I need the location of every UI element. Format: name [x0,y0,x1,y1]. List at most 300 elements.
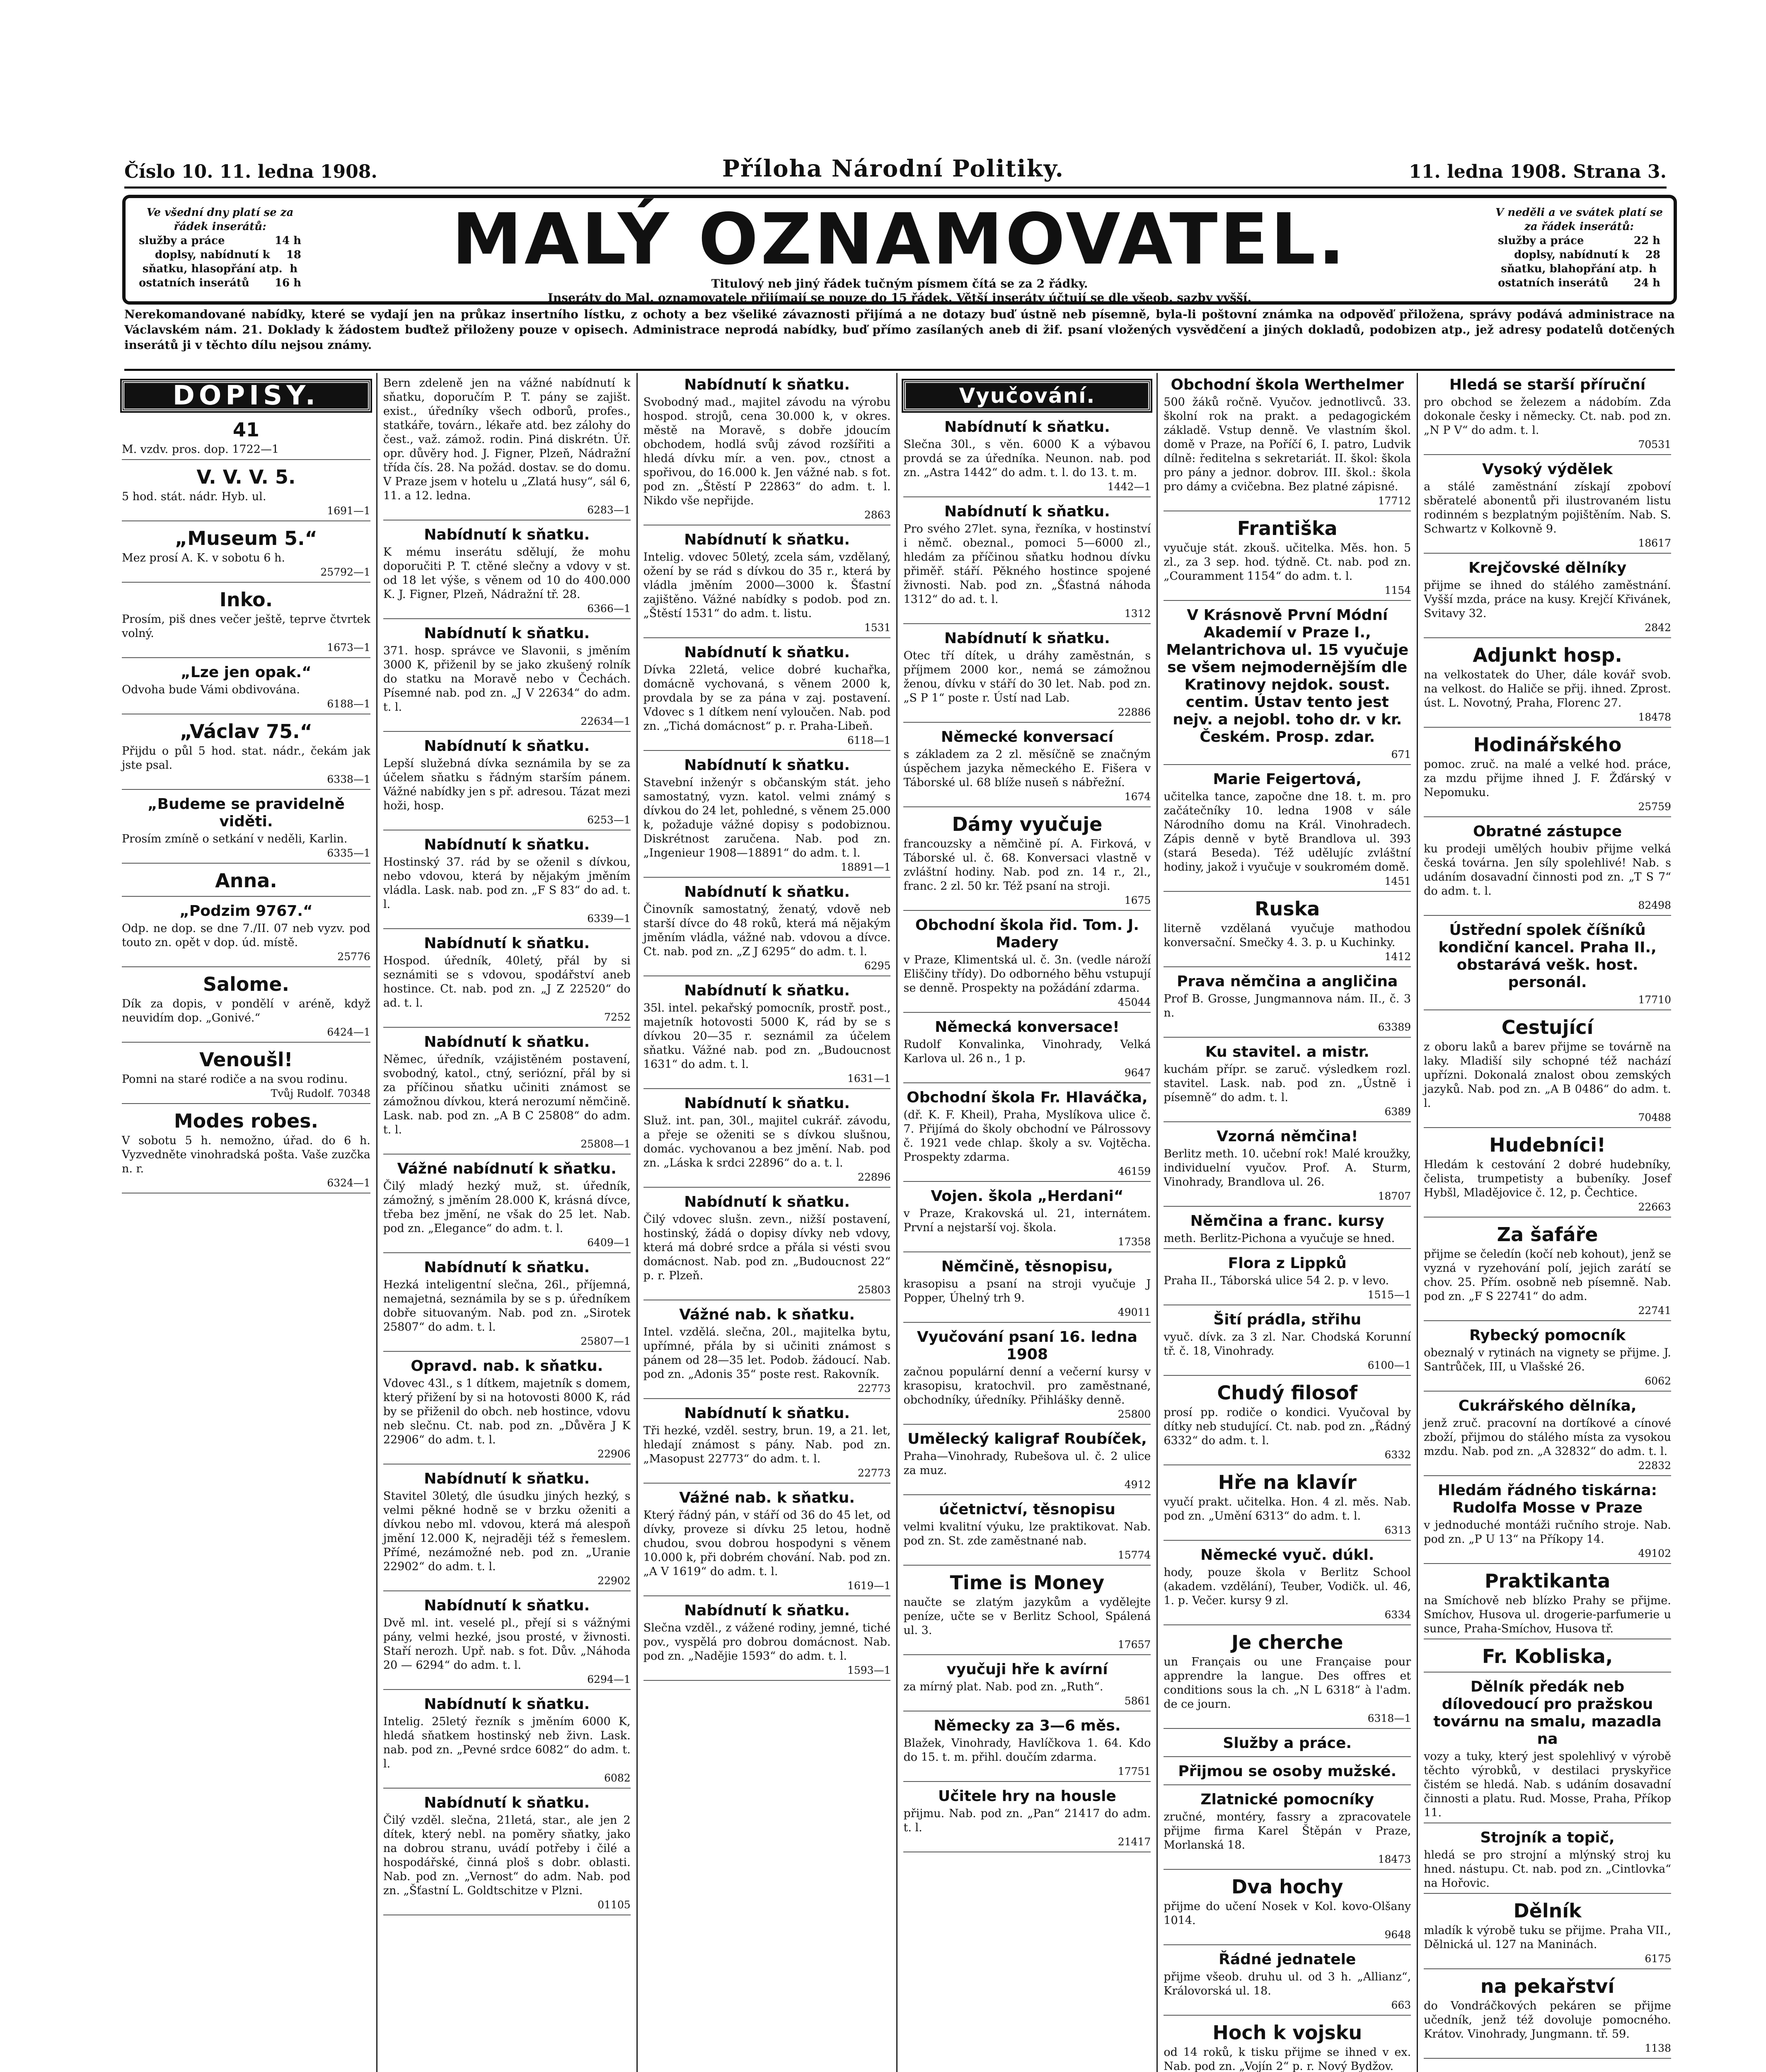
ad-body: prosí pp. rodiče o kondici. Vyučoval by dítky neb studující. Ct. nab. pod zn. „Řádný 6332“ do adm. t. l. [1164,1406,1411,1447]
ad-reference-number: 6318—1 [1367,1712,1411,1724]
ad-columns [116,373,1677,2072]
ad-reference-number: 1691—1 [327,505,370,517]
ad-reference-number: 7252 [604,1011,631,1023]
ad-title: Němčina a franc. kursy [1190,1213,1384,1230]
ad-reference-number: 6366—1 [587,603,631,615]
ad-body: Prosím zmíně o setkání v neděli, Karlin. [122,833,348,845]
ad-body: hledá se pro strojní a mlýnský stroj ku hned. nástupu. Ct. nab. pod zn. „Cintlovka“ na Hořovic. [1424,1849,1671,1890]
ad-reference-number: Tvůj Rudolf. 70348 [271,1087,370,1099]
ad-body: Pro svého 27let. syna, řezníka, v hostinství i němč. obeznal., pomoci 5—6000 zl., hledám za příčinou sňatku hodnou dívku přiměř. stáří. Pěkného hostince spojené živnosti. Nab. pod zn. „Šťastná náhoda 1312“ do ad. t. l. [903,523,1151,606]
ad-reference-number: 82498 [1638,899,1671,911]
ad-reference-number: 9647 [1124,1067,1151,1079]
ad-reference-number: 18473 [1378,1853,1411,1865]
ad-body: Svobodný mad., majitel závodu na výrobu hospod. strojů, cena 30.000 k, v okres. městě na Moravě, s dobře jdoucím obchodem, hodlá svůj závod rozšířiti a hledá dívku mír. a ven. pov., ctnost a spořivou, do 16.000 k. Jen vážné nab. s fot. pod zn. „Štěstí P 22863“ do adm. t. l. Nikdo vše nepřijde. [643,396,891,507]
ad-body: Hezká inteligentní slečna, 26l., příjemná, nemajetná, seznámila by se s p. úředníkem dobře situovaným. Nab. pod zn. „Sirotek 25807“ do adm. t. l. [383,1278,631,1334]
ad-body: Odp. ne dop. se dne 7./II. 07 neb vyzv. pod touto zn. opět v dop. úd. místě. [122,922,370,949]
ad-reference-number: 21417 [1118,1836,1151,1848]
ad-reference-number: 1412 [1384,951,1411,963]
classified-ad [903,813,1151,911]
ad-reference-number: 663 [1391,1999,1411,2011]
ad-body: na velkostatek do Uher, dále kovář svob. na velkost. do Haliče se přij. ihned. Zprost. úst. L. Novotný, Praha, Florenc 27. [1424,668,1671,709]
classified-ad [1164,517,1411,601]
ad-title: Nabídnutí k sňatku. [424,1597,590,1614]
ad-title: Německá konversace! [935,1019,1120,1036]
classified-ad [903,630,1151,723]
ad-reference-number: 17710 [1638,994,1671,1006]
ad-reference-number: 22741 [1638,1305,1671,1317]
masthead-title: MALÝ OZNAMOVATEL. [452,198,1347,281]
classified-ad [903,1019,1151,1083]
ad-reference-number: 6253—1 [587,814,631,826]
ad-reference-number: 25807—1 [581,1335,631,1347]
rate-row: služby a práce 22 h [1498,235,1660,247]
classified-ad [1424,1900,1671,1969]
ad-reference-number: 6339—1 [587,913,631,925]
ad-title: účetnictví, těsnopisu [939,1501,1115,1518]
ad-title: Chudý filosof [1217,1382,1358,1404]
ad-body: Blažek, Vinohrady, Havlíčkova 1. 64. Kdo do 15. t. m. přihl. doučím zdarma. [903,1737,1151,1764]
classified-ad [122,720,370,790]
classified-ad [903,503,1151,624]
ad-body: M. vzdv. pros. dop. 1722—1 [122,443,279,456]
classified-ad [1164,1311,1411,1376]
ad-reference-number: 70531 [1638,438,1671,450]
ad-title: Vážné nab. k sňatku. [679,1489,855,1506]
ad-title: Cukrářského dělníka, [1458,1397,1637,1414]
rate-row: doplsy, nabídnutí k sňatku, blahopřání atp. 28 h [1501,249,1660,275]
ad-reference-number: 63389 [1378,1021,1411,1033]
ad-body: Berlitz meth. 10. učební rok! Malé kroužky, individuelní vyučov. Prof. A. Sturm, Vinohrady, Brandlova ul. 26. [1164,1147,1411,1188]
ad-title: Nabídnutí k sňatku. [424,1470,590,1487]
ad-title: Nabídnutí k sňatku. [684,757,850,774]
classified-ad [122,1110,370,1193]
ad-body: do Vondráčkových pekáren se přijme učedník, jenž též dovoluje pomocného. Krátov. Vinohrady, Jungmann. tř. 59. [1424,1999,1671,2041]
ad-title: Modes robes. [174,1110,318,1132]
masthead-subtitle: Titulový neb jiný řádek tučným písmem čítá se za 2 řádky. [711,277,1088,290]
classified-ad [644,757,891,878]
ad-title: Vzorná němčina! [1217,1128,1358,1145]
ad-body: 371. hosp. správce ve Slavonii, s jměním 3000 K, přiženil by se jako zkušený rolník do statku na Moravě nebo v Čechách. Písemné nab. pod zn. „J V 22634“ do adm. t. l. [383,644,631,714]
classified-ad [122,903,370,967]
classified-ad [1164,1043,1411,1122]
ad-title: Nabídnutí k sňatku. [684,884,850,900]
ad-reference-number: 1631—1 [847,1072,891,1084]
ad-body: Tři hezké, vzděl. sestry, brun. 19, a 21. let, hledají známost s pány. Nab. pod zn. „Masopust 22773“ do adm. t. l. [643,1424,891,1465]
ad-body: Slečna vzděl., z vážené rodiny, jemné, tiché pov., vyspělá pro dobrou domácnost. Nab. pod zn. „Nadějie 1593“ do adm. t. l. [643,1622,891,1663]
classified-ad [383,935,631,1028]
ad-body: pro obchod se železem a nádobím. Zda dokonale česky i německy. Ct. nab. pod zn. „N P V“ do adm. t. l. [1424,396,1671,437]
classified-ad [1164,1876,1411,1945]
ad-reference-number: 15774 [1118,1549,1151,1561]
ad-reference-number: 25800 [1118,1408,1151,1420]
classified-ad [383,1259,631,1352]
ad-title: Dělník [1513,1900,1582,1922]
ad-title: na pekařství [1480,1975,1615,1997]
classified-ad [1164,1735,1411,1757]
classified-ad [1164,898,1411,967]
ad-reference-number: 25776 [337,951,370,963]
ad-title: Zlatnické pomocníky [1200,1791,1374,1808]
ad-body: na Smíchově neb blízko Prahy se přijme. Smíchov, Husova ul. drogerie-parfumerie u sunce, Praha-Smíchov, Husova tř. [1424,1594,1671,1635]
ad-body: un Français ou une Française pour apprendre la langue. Des offres et conditions sous la ch. „N L 6318“ à l'adm. de ce journ. [1164,1656,1411,1711]
ad-title: Nabídnutí k sňatku. [944,630,1110,647]
ad-reference-number: 18617 [1638,537,1671,549]
ad-body: K mému inserátu sdělují, že mohu doporučiti P. T. ctěné slečny a vdovy v st. od 18 let výše, s věnem od 10 do 400.000 K. J. Figner, Plzeň, Nádražní tř. 28. [383,546,631,601]
ad-reference-number: 70488 [1638,1111,1671,1123]
classified-ad [1164,2021,1411,2072]
ad-body: v Praze, Krakovská ul. 21, internátem. První a nejstarší voj. škola. [903,1207,1151,1234]
ad-body: Intelig. vdovec 50letý, zcela sám, vzdělaný, ožení by se rád s dívkou do 35 r., která by vládla jměním 2000—3000 k. Šťastní zajištěno. Vážné nabídky s podob. pod zn. „Štěstí 1531“ do adm. t. listu. [643,551,891,620]
classified-ad [903,1788,1151,1852]
ad-reference-number: 6062 [1645,1375,1671,1387]
ad-reference-number: 6283—1 [587,504,631,516]
ad-title: Ku stavitel. a mistr. [1205,1043,1369,1060]
classified-ad [1424,644,1671,728]
ad-reference-number: 6409—1 [587,1237,631,1249]
issue-number: Číslo 10. 11. ledna 1908. [124,161,377,182]
ad-body: v jednoduché montáži ručního stroje. Nab. pod zn. „P U 13“ na Příkopy 14. [1424,1519,1671,1546]
sunday-rates-title: V neděli a ve svátek platí se za řádek inserátů: [1495,206,1663,233]
ad-title: Německé vyuč. dúkl. [1200,1547,1374,1564]
ad-title: Flora z Lippků [1228,1255,1347,1272]
classified-ad [1164,1763,1411,1785]
ad-title: Šití prádla, střihu [1213,1311,1362,1328]
ad-reference-number: 671 [1391,748,1411,760]
ad-reference-number: 22773 [857,1467,891,1479]
ad-body: začnou populární denní a večerní kursy v krasopisu, kratochvil. pro zaměstnané, obchodníky, úředníky. Přihlášky denně. [903,1365,1151,1406]
rate-row: ostatních inserátů 24 h [1498,277,1660,289]
ad-body: pomoc. zruč. na malé a velké hod. práce, za mzdu přijme ihned J. F. Žďárský v Nepomuku. [1424,758,1671,799]
ad-title: Nabídnutí k sňatku. [684,1193,850,1210]
ad-title: V Krásnově První Módní Akademií v Praze I., Melantrichova ul. 15 vyučuje se všem nejmodernějším dle Kratinovy nejdok. soust. centim. Ústav tento jest nejv. a nejobl. toho dr. v kr. Českém. Prosp. zdar. [1166,607,1409,746]
classified-ad [903,1188,1151,1252]
ad-title: Učitele hry na housle [938,1788,1116,1805]
ad-reference-number: 22634—1 [581,715,631,727]
ad-title: Umělecký kaligraf Roubíček, [907,1431,1147,1447]
ad-reference-number: 6313 [1384,1524,1411,1536]
ad-column [1417,373,1677,2072]
ad-title: Nabídnutí k sňatku. [684,1602,850,1619]
masthead-subtitle-2: Inseráty do Mal. oznamovatele přijímají se pouze do 15 řádek. Větší inseráty účtují se dle všeob. sazby vyšší. [547,291,1252,305]
classified-ad [1424,1829,1671,1894]
classified-ad [644,1489,891,1596]
ad-title: Vysoký výdělek [1482,461,1613,478]
classified-ad [383,1358,631,1464]
classified-ad [122,664,370,714]
ad-title: Nabídnutí k sňatku. [684,531,850,548]
sunday-rates [1492,206,1666,297]
ad-body: Intelig. 25letý řezník s jměním 6000 K, hledá sňatkem hostinský neb živn. Lask. nab. pod zn. „Pevné srdce 6082“ do adm. t. l. [383,1715,631,1770]
ad-reference-number: 49102 [1638,1547,1671,1559]
ad-title: Dámy vyučuje [952,813,1103,835]
classified-ad [122,419,370,460]
ad-reference-number: 17657 [1118,1639,1151,1651]
ad-title: Adjunkt hosp. [1473,644,1622,666]
ad-body: od 14 roků, k tisku přijme se ihned v ex. Nab. pod zn. „Vojín 2“ p. r. Nový Bydžov. [1164,2046,1411,2072]
classified-ad [1164,1128,1411,1207]
ad-body: a stálé zaměstnání získají zpoboví sběratelé abonentů při ilustrovaném listu rodinném s bezplatným pojištěním. Nab. S. Schwartz v Kolkovně 9. [1424,480,1671,535]
ad-column [376,373,636,2072]
ad-title: Nabídnutí k sňatku. [944,419,1110,436]
classified-ad [1424,559,1671,638]
classified-ad [383,376,631,520]
classified-ad [122,466,370,521]
administration-notice: Nerekomandované nabídky, které se vydají jen na průkaz insertního lístku, z ochoty a bez všeliké závaznosti přijímá a ne dotazy buď ústně neb písemně, byla-li poštovní známka na odpověď přiložena, správy podává administrace na Václavském nám. 21. Doklady k žádostem buďtež přiloženy pouze v opisech. Administrace neprodá nabídky, buď přímo zasílaných aneb di žif. psaní vložených vysvědčení a jiných dokladů, podobizen atp., jež adresy podatelů dotčených inserátů ji v těchto dílu nejsou známy. [124,307,1675,371]
ad-title: Vážné nab. k sňatku. [679,1306,855,1323]
classified-ad [1424,1223,1671,1321]
classified-ad [903,419,1151,497]
ad-reference-number: 22832 [1638,1460,1671,1472]
ad-reference-number: 6294—1 [587,1673,631,1685]
ad-body: zručné, montéry, fassry a zpracovatele přijme firma Karel Štěpán v Praze, Morlanská 18. [1164,1811,1411,1852]
ad-title: „Podzim 9767.“ [179,903,313,920]
ad-title: Anna. [215,869,277,892]
ad-reference-number: 4912 [1124,1479,1151,1491]
ad-body: V sobotu 5 h. nemožno, úřad. do 6 h. Vyzvedněte vinohradská pošta. Vaše zuzčka n. r. [122,1134,370,1175]
classified-ad [1164,1213,1411,1249]
classified-ad [1424,1570,1671,1639]
ad-title: Strojník a topič, [1480,1829,1615,1846]
classified-ad [1164,1382,1411,1465]
ad-reference-number: 6335—1 [327,847,370,859]
ad-reference-number: 18707 [1378,1190,1411,1202]
date-page: 11. ledna 1908. Strana 3. [1409,161,1667,182]
ad-body: vozy a tuky, který jest spolehlivý v výrobě těchto výrobků, v destilaci pryskyřice čistém se hledá. Nab. s udáním dosavadní činnosti a platu. Rud. Mosse, Praha, Příkop 11. [1424,1750,1671,1819]
ad-title: Nabídnutí k sňatku. [424,1259,590,1276]
ad-reference-number: 1619—1 [847,1580,891,1592]
ad-title: Přijmou se osoby mužské. [1178,1763,1397,1780]
ad-reference-number: 1531 [864,622,891,634]
classified-ad [122,527,370,583]
ad-title: Fr. Kobliska, [1482,1645,1613,1668]
classified-ad [122,869,370,897]
classified-ad [1164,376,1411,511]
classified-ad [1424,1134,1671,1218]
ad-title: Vyučování psaní 16. ledna 1908 [917,1329,1137,1363]
ad-body: Odvoha bude Vámi obdivována. [122,683,300,696]
ad-body: vyučí prakt. učitelka. Hon. 4 zl. měs. Nab. pod zn. „Umění 6313“ do adm. t. l. [1164,1496,1411,1523]
ad-reference-number: 22902 [598,1575,631,1587]
ad-reference-number: 6334 [1384,1609,1411,1621]
ad-reference-number: 5861 [1124,1695,1151,1707]
ad-title: Nabídnutí k sňatku. [424,625,590,642]
ad-body: Dívka 22letá, velice dobré kuchařka, domácně vychovaná, s věnem 2000 k, provdala by se za pána v zaj. postavení. Vdovec s 1 dítkem není vyloučen. Nab. pod zn. „Tichá domácnost“ p. r. Praha-Libeň. [643,663,891,733]
ad-reference-number: 1451 [1384,875,1411,887]
ad-body: Hledám k cestování 2 dobré hudebníky, čelista, trumpetisty a bubeníky. Josef Hybšl, Mladějovice č. 12, p. Čechtice. [1424,1158,1671,1199]
ad-reference-number: 6118—1 [847,734,891,746]
ad-reference-number: 22773 [857,1382,891,1394]
ad-body: Rudolf Konvalinka, Vinohrady, Velká Karlova ul. 26 n., 1 p. [903,1038,1151,1065]
classified-ad [1164,607,1411,765]
ad-title: Krejčovské dělníky [1468,559,1627,576]
ad-body: Otec tří dítek, u dráhy zaměstnán, s příjmem 2000 kor., nemá se zámožnou ženou, dívku v stáří do 30 let. Nab. pod zn. „S P 1“ poste r. Ústí nad Lab. [903,649,1151,704]
ad-title: Venoušl! [199,1048,293,1071]
ad-title: Němčině, těsnopisu, [941,1258,1113,1275]
ad-body: učitelka tance, započne dne 18. t. m. pro začátečníky 10. ledna 1908 v sále Národního domu na Král. Vinohradech. Zápis denně v bytě Brandlova ul. 393 (stará Beseda). Též udělujíc zvláštní hodiny, jakož i vyučuje v soukromém domě. [1164,790,1411,874]
classified-ad [1424,1397,1671,1476]
rate-row: služby a práce 14 h [139,235,301,247]
classified-ad [1424,922,1671,1010]
classified-ad [1164,1255,1411,1305]
ad-body: (dř. K. F. Kheil), Praha, Myslíkova ulice č. 7. Přijímá do školy obchodní ve Pálrossovy č. 1921 vede chlap. školy a sv. Vojtěcha. Prospekty zdarma. [903,1109,1151,1164]
classified-ad [903,917,1151,1013]
classified-ad [644,982,891,1089]
ad-body: Hospod. úředník, 40letý, přál by si seznámiti se s vdovou, spodářství aneb hostince. Ct. nab. pod zn. „J Z 22520“ do ad. t. l. [383,954,631,1009]
ad-body: přijmu. Nab. pod zn. „Pan“ 21417 do adm. t. l. [903,1807,1151,1834]
ad-body: Stavitel 30letý, dle úsudku jiných hezký, s velmi pěkné hodně se v brzku oženiti a dívkou nebo ml. vdovou, která má alespoň jmění 12.000 K, nejraději též s řemeslem. Přímé, nezámožné neb. pod zn. „Uranie 22902“ do adm. t. l. [383,1490,631,1573]
ad-title: Za šafáře [1497,1223,1598,1246]
ad-reference-number: 18891—1 [841,861,891,873]
classified-ad [903,1258,1151,1323]
ad-title: Obratné zástupce [1473,823,1622,840]
classified-ad [383,836,631,929]
ad-body: Stavební inženýr s občanským stát. jeho samostatný, vyzn. katol. velmi známý s dívkou do 24 let, pohledné, s věnem 25.000 k, požaduje vážné dopisy s podobiznou. Diskrétnost zaručena. Nab. pod zn. „Ingenieur 1908—18891“ do adm. t. l. [643,776,891,859]
masthead-center [316,198,1483,305]
ad-reference-number: 46159 [1118,1165,1151,1177]
ad-body: Hostinský 37. rád by se oženil s dívkou, nebo vdovou, která by nějakým jměním vládla. Lask. nab. pod zn. „F S 83“ do ad. t. l. [383,856,631,911]
classified-ad [1424,376,1671,455]
classified-ad [1424,461,1671,554]
ad-body: Prof B. Grosse, Jungmannova nám. II., č. 3 n. [1164,992,1411,1019]
ad-title: „Museum 5.“ [175,527,317,549]
ad-title: Služby a práce. [1223,1735,1352,1752]
ad-body: 500 žáků ročně. Vyučov. jednotlivců. 33. školní rok na prakt. a pedagogickém základě. Vstup denně. Ve vlastním škol. domě v Praze, na Poříčí 6, I. patro, Ludvik dílně: ředitelna s sekretariát. II. škol: škola pro pány a jednor. dobrov. III. škol.: škola pro dámy a cvičebna. Bez platné zápisné. [1164,396,1411,493]
ad-title: „Lze jen opak.“ [181,664,312,681]
ad-reference-number: 1312 [1124,608,1151,620]
classified-ad [1424,1645,1671,1673]
ad-body: Slečna 30l., s věn. 6000 K a výbavou provdá se za úředníka. Neunon. nab. pod zn. „Astra 1442“ do adm. t. l. do 13. t. m. [903,438,1151,479]
ad-column [1156,373,1417,2072]
ad-reference-number: 6188—1 [327,698,370,710]
classified-ad [1424,1975,1671,2059]
ad-reference-number: 18478 [1638,711,1671,723]
classified-ad [644,376,891,525]
ad-reference-number: 25792—1 [320,566,370,578]
ad-body: Bern zdeleně jen na vážné nabídnutí k sňatku, doporučím P. T. pány se zajišt. exist., úředníky všech odborů, profes., statkáře, továrn., lékaře atd. bez zálohy do čest., važ. zámož. rodin. Piná diskrétn. Úř. opr. důvěry hod. J. Figner, Plzeň, Nádražní třída čís. 28. Na požád. dostav. se do domu. V Praze jsem v hotelu u „Zlatá husy“, sál 6, 11. a 12. ledna. [383,377,631,502]
ad-body: mladík k výrobě tuku se přijme. Praha VII., Dělnická ul. 127 na Maninách. [1424,1924,1671,1951]
ad-body: s základem za 2 zl. měsíčně se značným úspěchem jazyka německého E. Fišera v Táborské ul. 68 blíže nuseň s nábřežní. [903,748,1151,789]
ad-body: Služ. int. pan, 30l., majitel cukrář. závodu, a přeje se oženiti se s dívkou slušnou, domác. vychovanou a bez jmění. Nab. pod zn. „Láska k srdci 22896“ do a. t. l. [643,1114,891,1169]
ad-reference-number: 9648 [1384,1929,1411,1941]
ad-title: Vojen. škola „Herdani“ [931,1188,1124,1205]
ad-reference-number: 17712 [1378,495,1411,507]
section-heading: DOPISY. [122,380,370,411]
classified-ad [644,644,891,751]
classified-ad [1424,1327,1671,1392]
ad-title: Dělník předák neb dílovedoucí pro pražskou továrnu na smalu, mazadla na [1433,1678,1662,1748]
ad-title: Marie Feigertová, [1213,771,1362,788]
ad-title: Hodinářského [1473,733,1622,756]
ad-body: přijme se čeledín (kočí neb kohout), jenž se vyzná v ryzehování polí, jejich zarátí se chov. 25. Přím. osobně neb písemně. Nab. pod zn. „F S 22741“ do adm. [1424,1248,1671,1303]
ad-title: Nabídnutí k sňatku. [684,644,850,661]
ad-body: přijme do učení Nosek v Kol. kovo-Olšany 1014. [1164,1900,1411,1927]
ad-body: 5 hod. stát. nádr. Hyb. ul. [122,490,266,503]
ad-reference-number: 6100—1 [1367,1359,1411,1371]
weekday-rates [133,206,307,297]
ad-body: naučte se zlatým jazykům a vydělejte peníze, učte se v Berlitz School, Spálená ul. 3. [903,1596,1151,1637]
ad-title: Nabídnutí k sňatku. [424,1696,590,1713]
masthead [122,195,1677,305]
ad-column [896,373,1156,2072]
ad-reference-number: 25759 [1638,801,1671,813]
ad-body: v Praze, Klimentská ul. č. 3n. (vedle nároží Eliščiny třídy). Do odborného běhu vstupují se denně. Prospekty na požádání zdarma. [903,954,1151,995]
ad-body: Čilý vdovec slušn. zevn., nižší postavení, hostinský, žádá o dopisy dívky neb vdovy, která má dobré srdce a přála si vésti svou domácnost. Nab. pod zn. „Budoucnost 22“ p. r. Plzeň. [643,1213,891,1282]
ad-title: Ruska [1255,898,1320,920]
ad-body: Přijdu o půl 5 hod. stat. nádr., čekám jak jste psal. [122,745,370,772]
ad-title: Obchodní škola řid. Tom. J. Madery [915,917,1139,951]
ad-body: Praha—Vinohrady, Rubešova ul. č. 2 ulice za muz. [903,1450,1151,1477]
ad-title: Německy za 3—6 měs. [934,1717,1121,1734]
ad-reference-number: 6332 [1384,1449,1411,1461]
ad-title: Nabídnutí k sňatku. [424,836,590,853]
ad-reference-number: 1515—1 [1367,1289,1411,1301]
classified-ad [644,1602,891,1681]
classified-ad [903,729,1151,807]
ad-body: Praha II., Táborská ulice 54 2. p. v levo. [1164,1274,1389,1287]
ad-title: Hoch k vojsku [1212,2021,1362,2044]
ad-reference-number: 6324—1 [327,1177,370,1189]
rate-row: doplsy, nabídnutí k sňatku, hlasopřání atp. 18 h [142,249,301,275]
classified-ad [383,1597,631,1690]
ad-reference-number: 6389 [1384,1106,1411,1118]
ad-body: meth. Berlitz-Pichona a vyučuje se hned. [1164,1232,1395,1245]
ad-reference-number: 49011 [1118,1306,1151,1318]
ad-reference-number: 6424—1 [327,1026,370,1038]
classified-ad [1164,1631,1411,1729]
ad-reference-number: 25808—1 [581,1138,631,1150]
ad-title: Nabídnutí k sňatku. [424,1034,590,1051]
ad-body: přijme všeob. druhu ul. od 3 h. „Allianz“, Královorská ul. 18. [1164,1970,1411,1997]
ad-body: literně vzdělaná vyučuje mathodou konversační. Smečky 4. 3. p. u Kuchinky. [1164,922,1411,949]
classified-ad [1424,823,1671,916]
ad-title: Time is Money [950,1571,1105,1594]
ad-title: Obchodní škola Werthelmer [1171,376,1404,393]
classified-ad [1424,1482,1671,1564]
ad-body: Čilý mladý hezký muž, st. úředník, zámožný, s jměním 28.000 K, krásná dívce, třeba bez jmění, ne však do 25 let. Nab. pod zn. „Elegance“ do adm. t. l. [383,1180,631,1235]
ad-body: Pomni na staré rodiče a na svou rodinu. [122,1073,348,1086]
ad-reference-number: 1593—1 [847,1664,891,1676]
section-heading: Vyučování. [903,380,1151,411]
ad-body: Činovník samostatný, ženatý, vdově neb starší dívce do 48 roků, která má nějakým jměním vládla, vážné nab. vdovou a dívce. Ct. nab. pod zn. „Z J 6295“ do adm. t. l. [643,903,891,958]
classified-ad [383,1794,631,1915]
classified-ad [1424,733,1671,817]
ad-title: Nabídnutí k sňatku. [424,1794,590,1811]
ad-body: Dík za dopis, v pondělí v aréně, když neuvidím dop. „Gonivé.“ [122,997,370,1024]
ad-title: Rybecký pomocník [1469,1327,1626,1344]
ad-title: Inko. [219,588,273,611]
ad-title: Nabídnutí k sňatku. [684,1095,850,1112]
ad-body: obeznalý v rytinách na vignety se přijme. J. Santrůček, III, u Vlašské 26. [1424,1346,1671,1373]
classified-ad [122,588,370,658]
ad-title: Nabídnutí k sňatku. [684,982,850,999]
classified-ad [383,526,631,619]
ad-title: Nabídnutí k sňatku. [424,526,590,543]
classified-ad [644,884,891,976]
ad-reference-number: 6175 [1645,1953,1671,1965]
classified-ad [383,1696,631,1789]
classified-ad [383,1160,631,1253]
ad-body: vyuč. dívk. za 3 zl. Nar. Chodská Korunní tř. č. 18, Vinohrady. [1164,1331,1411,1358]
ad-reference-number: 1138 [1645,2042,1671,2054]
ad-body: za mírný plat. Nab. pod zn. „Ruth“. [903,1680,1103,1693]
ad-reference-number: 1673—1 [327,641,370,654]
ad-reference-number: 6082 [604,1772,631,1784]
classified-ad [383,1034,631,1155]
ad-reference-number: 17751 [1118,1765,1151,1777]
ad-body: velmi kvalitní výuku, lze praktikovat. Nab. pod zn. St. zde zaměstnané nab. [903,1520,1151,1547]
classified-ad [903,1661,1151,1711]
ad-title: Nabídnutí k sňatku. [424,738,590,755]
